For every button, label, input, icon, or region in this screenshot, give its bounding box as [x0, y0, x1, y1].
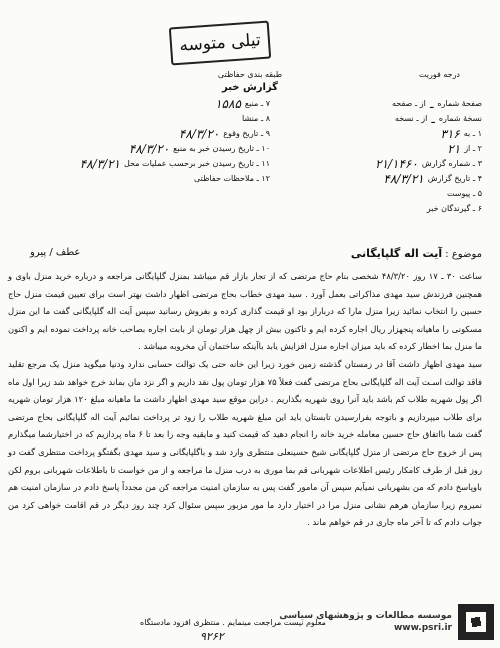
- field-row: ۸ ـ منشا: [242, 114, 270, 123]
- subject-label: موضوع: [451, 249, 482, 260]
- field-row: ۷ ـ منبع ۱۵۸۵: [215, 96, 270, 111]
- subject-name: آیت اله گلپایگانی: [350, 247, 443, 260]
- field-row: ۴ ـ تاریخ گزارش ۴۸/۳/۲۱: [383, 171, 482, 186]
- classification-label: طبقه بندی حفاظتی: [217, 70, 283, 79]
- body-paragraph: ساعت ۳۰ ـ ۱۷ روز ۴۸/۳/۲۰ شخصی بنام حاج مرتضی که از تجار بازار قم میباشد بمنزل گلپایگانی مراجعه و درباره خرید منزل باوی و همچنین فرزندش سید مهدی مذاکراتی بعمل آورد . سید مهدی خطاب بحاج مرتضی اظهار داشت بهتر است برای تعیین قیمت منزل حاج حسین را انتخاب نمائید زیرا منزل مارا که درباراز بود او قیمت گذاری کرده و بفروش رسانید سپس آیت اله گلپایگانی گفت ما این منزل مسکونی را ماهیانه پنجهزار ریال اجاره کرده ایم و تاکنون بیش از چهل هزار تومان از بابت اجاره بصاحب خانه پرداخت نموده ایم و اکنون ما منزل بما اخطار کرده که باید میزان اجاره منزل افزایش یابد باآینکه ساختمان آن مخروبه میباشد .: [8, 271, 483, 352]
- report-title: گزارش خبر: [221, 82, 278, 93]
- institute-logo-icon: [458, 604, 494, 640]
- footer-note: معلوم نیست مراجعت مینمایم . منتظری افزود مادستگاه: [140, 618, 326, 627]
- reference-label: عطف / پیرو: [30, 247, 81, 258]
- right-fields: [272, 96, 482, 216]
- document-header: [0, 68, 500, 94]
- left-fields: [70, 96, 270, 186]
- field-row: ۳ ـ شماره گزارش ۲۱/۱۴۶۰: [375, 156, 482, 171]
- classification-stamp: تیلی متوسه: [169, 21, 271, 66]
- field-row: ۶ ـ گیرندگان خبر: [426, 204, 482, 213]
- watermark-text: موسسه مطالعات و پژوهشهای سیاسی www.psri.ir: [279, 611, 452, 633]
- page-number: ۹۲۶۲: [200, 630, 224, 643]
- field-row: نسخهٔ شماره ـ از ـ نسخه: [394, 111, 482, 126]
- body-paragraph: سید مهدی اظهار داشت آقا در زمستان گذشته زمین خورد زیرا این خانه حتی یک توالت حسابی ندارد ودنیا میگوید منزل یک مرجع تقلید فاقد توالت اسـت آیت اله گلپایگانی بحاج مرتضی گفت فعلاً ۷۵ هزار تومان پول نقد داریم و اگر نزد مان بماند خرج خواهد شد زیرا اول ماه اگر پول شهریه طلاب کم باشد باید آنرا روی شهریه بگذاریم . دراین موقع سید مهدی اظهار داشت ما ماهیانه مبلغ ۱۲۰ هزار تومان شهریه برای طلاب میپردازیم و باتوجه بفرارسیدن تابستان باید این مبلغ شهریه طلاب را زود تر پرداخت نمائیم آیت اله گلپایگانی بحاج مرتضی گفت شما بااتفاق حاج حسین معامله خرید خانه را انجام دهید که قیمت کنید و مایقیه وجه را بعد تا ۶ ماه پردازیم که در اختیارشما میگذارم پس از خروج حاج مرتضی از منزل گلپایگانی شیخ حسینعلی منتظری وارد شد و باگلپایگانی و سید مهدی بگفتگو پرداخت منتظری گفت دو روز قبل از طرف کامکار رئیس اطلاعات شهربانی قم بما موری به درب منزل ما مراجعه و از من خواست تا باطلاعات شهربانی بروم لکن باوپاسخ دادم که من بشهربانی نمیآیم سپس آن مامور گفت پس به سازمان امنیت مراجعه کن من مجدداً پاسخ دادم در سازمان امنیت هم نمیروم زیرا سازمان هرهم نشانی منزل مرا در اختیار دارد ما مور مزبور سپس سئوال کرد چند روز دیگر در قم اقامت خواهی کرد من جواب دادم که تا آخر ماه جاری در قم خواهم ماند .: [8, 358, 483, 528]
- priority-label: درجه فوریت: [418, 70, 460, 79]
- field-row: ۱۲ ـ ملاحظات حفاظتی: [194, 174, 270, 183]
- field-row: ۵ ـ پیوست: [446, 189, 482, 198]
- field-row: صفحهٔ شماره ـ از ـ صفحه: [392, 96, 482, 111]
- field-row: ۱۰ ـ تاریخ رسیدن خبر به منبع ۴۸/۳/۲۰: [128, 141, 270, 156]
- field-row: ۲ ـ از ۲۱: [447, 141, 482, 156]
- field-row: ۱۱ ـ تاریخ رسیدن خبر برحسب عملیات محل ۴۸/۳/۲۱: [79, 156, 270, 171]
- field-row: ۹ ـ تاریخ وقوع ۴۸/۳/۲۰: [178, 126, 270, 141]
- watermark: [279, 604, 494, 640]
- subject-line: موضوع : آیت اله گلپایگانی عطف / پیرو: [30, 247, 482, 260]
- report-body: [8, 268, 482, 532]
- field-row: ۱ ـ به ۳۱۶: [440, 126, 482, 141]
